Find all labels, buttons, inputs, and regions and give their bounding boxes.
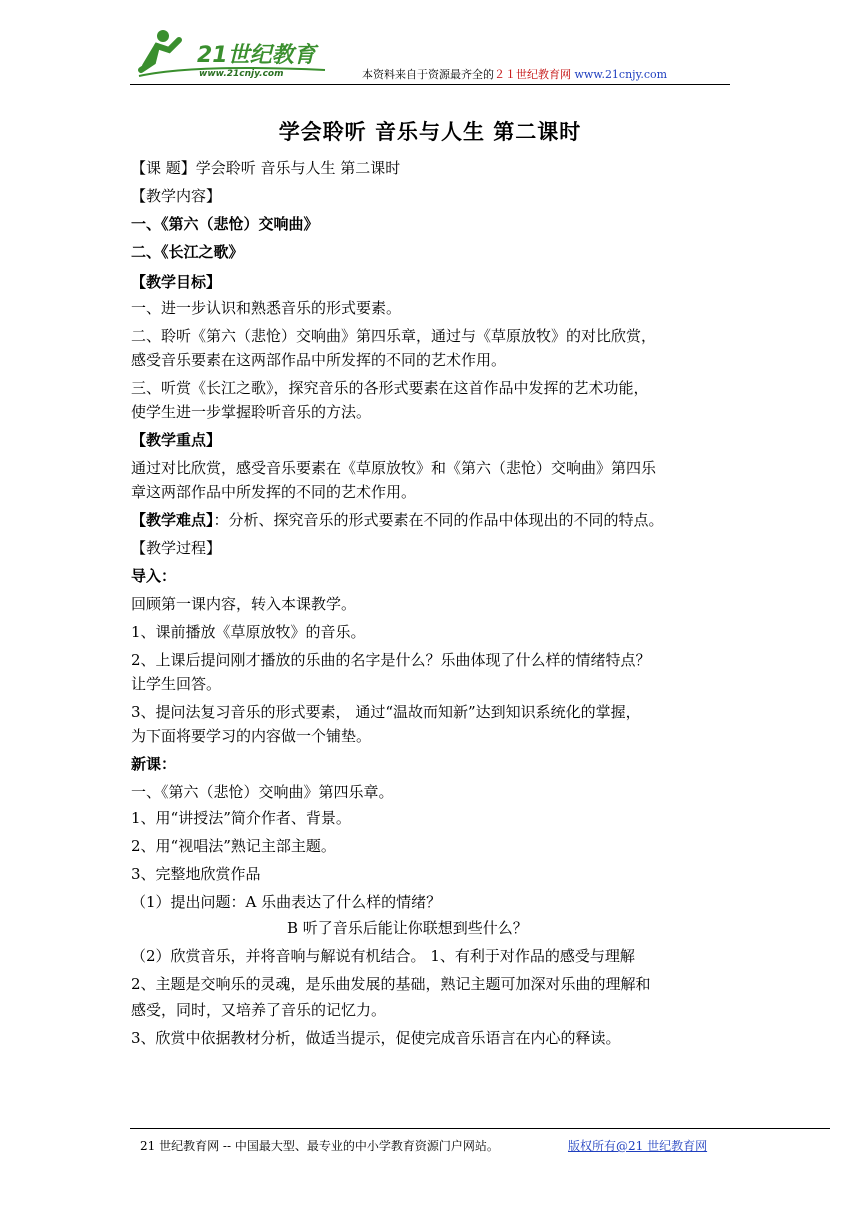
site-logo bbox=[135, 26, 335, 86]
key-point-line-2: 章这两部作品中所发挥的不同的艺术作用。 bbox=[131, 483, 417, 501]
intro-line-2: 1、课前播放《草原放牧》的音乐。 bbox=[131, 623, 366, 641]
new-lesson-item-3: 2、用“视唱法”熟记主部主题。 bbox=[131, 837, 336, 855]
footer-text: 21 世纪教育网 -- 中国最大型、最专业的中小学教育资源门户网站。 bbox=[140, 1139, 499, 1153]
difficulty-text: ：分析、探究音乐的形式要素在不同的作品中体现出的不同的特点。 bbox=[213, 511, 664, 529]
analysis-line: 3、欣赏中依据教材分析，做适当提示，促使完成音乐语言在内心的释读。 bbox=[131, 1029, 621, 1047]
theme-line-2: 感受，同时，又培养了音乐的记忆力。 bbox=[131, 1001, 387, 1019]
content-item-1: 一、《第六（悲怆）交响曲》 bbox=[131, 215, 319, 233]
objective-2-line-2: 感受音乐要素在这两部作品中所发挥的不同的艺术作用。 bbox=[131, 351, 507, 369]
page-title: 学会聆听 音乐与人生 第二课时 bbox=[278, 119, 582, 144]
lesson-topic-line: 【课 题】学会聆听 音乐与人生 第二课时 bbox=[131, 159, 401, 177]
header-divider bbox=[130, 84, 730, 85]
objective-3-line-2: 使学生进一步掌握聆听音乐的方法。 bbox=[131, 403, 372, 421]
header-note-prefix: 本资料来自于资源最齐全的 bbox=[362, 68, 494, 81]
new-lesson-item-1: 一、《第六（悲怆）交响曲》第四乐章。 bbox=[131, 783, 394, 801]
new-lesson-item-2: 1、用“讲授法”简介作者、背景。 bbox=[131, 809, 351, 827]
objective-2-line-1: 二、聆听《第六（悲怆）交响曲》第四乐章，通过与《草原放牧》的对比欣赏， bbox=[131, 327, 657, 345]
appreciation-line: （2）欣赏音乐，并将音响与解说有机结合。 1、有利于对作品的感受与理解 bbox=[131, 947, 635, 965]
section-heading-content: 【教学内容】 bbox=[131, 187, 222, 205]
footer-copyright-link[interactable]: 版权所有@21 世纪教育网 bbox=[568, 1139, 708, 1153]
new-lesson-heading: 新课： bbox=[131, 755, 177, 773]
question-a: （1）提出问题：A 乐曲表达了什么样的情绪？ bbox=[131, 893, 442, 911]
intro-line-4b: 为下面将要学习的内容做一个铺垫。 bbox=[131, 727, 372, 745]
header-note bbox=[362, 66, 667, 82]
new-lesson-item-4: 3、完整地欣赏作品 bbox=[131, 865, 261, 883]
footer-divider bbox=[130, 1128, 830, 1129]
intro-heading: 导入： bbox=[131, 567, 177, 585]
logo-text: 21世纪教育 bbox=[197, 43, 316, 68]
intro-line-1: 回顾第一课内容，转入本课教学。 bbox=[131, 595, 357, 613]
objective-1: 一、进一步认识和熟悉音乐的形式要素。 bbox=[131, 299, 402, 317]
question-b: B 听了音乐后能让你联想到些什么？ bbox=[287, 919, 528, 937]
difficulty-line bbox=[131, 510, 664, 530]
objective-3-line-1: 三、听赏《长江之歌》，探究音乐的各形式要素在这首作品中发挥的艺术功能， bbox=[131, 379, 649, 397]
section-heading-key-points: 【教学重点】 bbox=[131, 431, 222, 449]
logo-url: www.21cnjy.com bbox=[199, 69, 284, 79]
difficulty-label: 【教学难点】 bbox=[131, 511, 214, 529]
intro-line-3b: 让学生回答。 bbox=[131, 675, 222, 693]
section-heading-objectives: 【教学目标】 bbox=[131, 273, 222, 291]
intro-line-4a: 3、提问法复习音乐的形式要素， 通过“温故而知新”达到知识系统化的掌握， bbox=[131, 703, 641, 721]
intro-line-3a: 2、上课后提问刚才播放的乐曲的名字是什么？乐曲体现了什么样的情绪特点？ bbox=[131, 651, 651, 669]
key-point-line-1: 通过对比欣赏，感受音乐要素在《草原放牧》和《第六（悲怆）交响曲》第四乐 bbox=[131, 459, 657, 477]
header-note-url[interactable]: www.21cnjy.com bbox=[574, 68, 668, 81]
section-heading-process: 【教学过程】 bbox=[131, 539, 222, 557]
header-note-site[interactable]: ２１世纪教育网 bbox=[494, 68, 571, 81]
content-item-2: 二、《长江之歌》 bbox=[131, 243, 244, 261]
theme-line-1: 2、主题是交响乐的灵魂，是乐曲发展的基础，熟记主题可加深对乐曲的理解和 bbox=[131, 975, 651, 993]
